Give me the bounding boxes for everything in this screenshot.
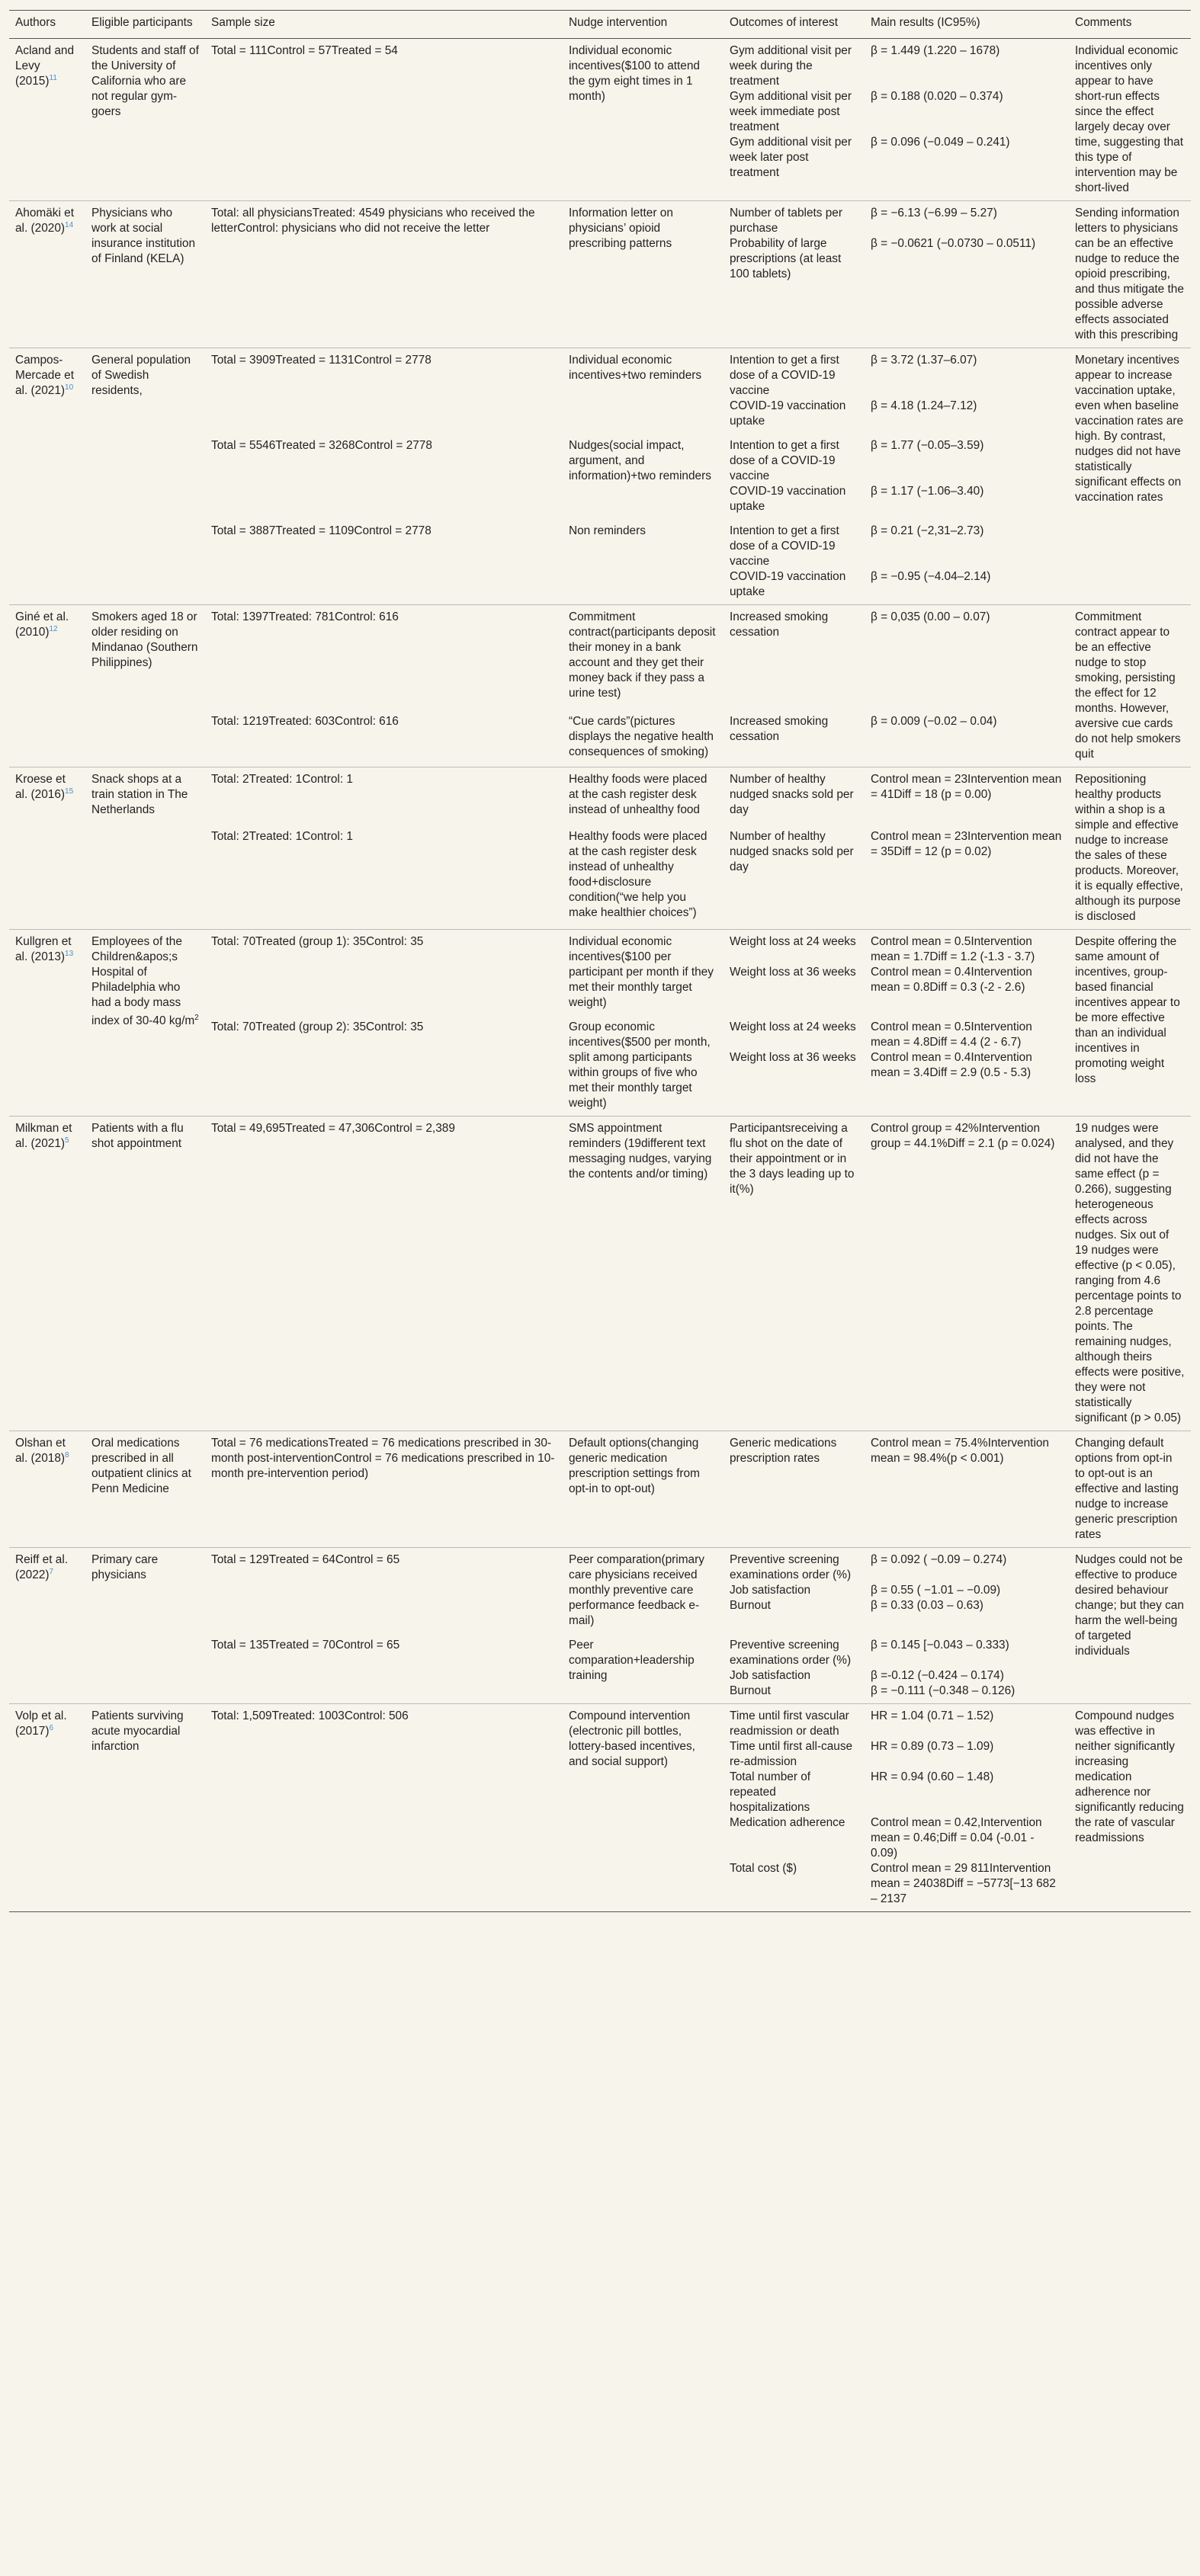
outcomes-cell [724, 930, 865, 1016]
result-item: β = 1.77 (−0.05–3.59) [871, 439, 984, 452]
result-item: β = −0.95 (−4.04–2.14) [871, 570, 991, 583]
table-row [9, 39, 1191, 201]
result-item: β = 0,035 (0.00 – 0.07) [871, 610, 990, 623]
result-item: β = 0.096 (−0.049 – 0.241) [871, 136, 1010, 149]
author-name: Giné et al. (2010) [15, 610, 69, 639]
participants-cell [85, 348, 205, 605]
outcomes-cell [724, 1431, 865, 1548]
participants-cell [85, 605, 205, 767]
citation-ref: 11 [49, 73, 57, 82]
outcome-item: Preventive screening examinations order (%) [730, 1639, 852, 1667]
outcome-item: Time until first all-cause re-admission [730, 1740, 853, 1768]
result-item: Control mean = 23Intervention mean = 35Diff = 12 (p = 0.02) [871, 829, 1062, 858]
outcome-item: Participantsreceiving a flu shot on the date of their appointment or in the 3 days leading up to it(%) [730, 1122, 855, 1196]
sample-size-cell: Total: 70Treated (group 2): 35Control: 35 [211, 1020, 424, 1033]
outcomes-cell [724, 1015, 865, 1117]
author-cell [9, 1431, 85, 1548]
outcome-item: Gym additional visit per week during the treatment [730, 44, 852, 88]
header-row [9, 11, 1191, 39]
results-cell [865, 605, 1069, 710]
results-cell [865, 1431, 1069, 1548]
author-cell [9, 348, 85, 605]
citation-ref: 15 [65, 787, 74, 796]
table-body [9, 39, 1191, 1912]
result-item: Control mean = 0.4Intervention mean = 3.4Diff = 2.9 (0.5 - 5.3) [871, 1051, 1032, 1079]
intervention-cell: SMS appointment reminders (19different text messaging nudges, varying the contents and/or timing) [563, 1117, 724, 1431]
outcomes-cell [724, 767, 865, 825]
result-item: Control mean = 0.5Intervention mean = 4.8Diff = 4.4 (2 - 6.7) [871, 1020, 1032, 1049]
outcome-item: Intention to get a first dose of a COVID-19 vaccine [730, 524, 839, 568]
result-item: HR = 0.89 (0.73 – 1.09) [871, 1740, 994, 1753]
outcomes-cell [724, 519, 865, 605]
result-item: β = 1.449 (1.220 – 1678) [871, 44, 1000, 57]
results-cell [865, 39, 1069, 201]
intervention-cell: Peer comparation+leadership training [569, 1639, 695, 1682]
citation-ref: 5 [65, 1136, 69, 1145]
comments-cell: Despite offering the same amount of incentives, group-based financial incentives appear to be more effective than an individual incentives in promoting weight loss [1069, 930, 1191, 1117]
participants-text: Students and staff of the University of California who are not regular gym-goers [91, 44, 199, 118]
intervention-cell: Group economic incentives($500 per month, split among participants within groups of five who met their monthly target weight) [569, 1020, 711, 1110]
result-item: Control mean = 0.4Intervention mean = 0.8Diff = 0.3 (-2 - 2.6) [871, 966, 1032, 994]
participants-text: Primary care physicians [91, 1553, 159, 1581]
author-cell [9, 39, 85, 201]
sample-size-cell: Total = 76 medicationsTreated = 76 medications prescribed in 30-month post-interventionControl = 76 medications prescribed in 10-month pre-intervention period) [205, 1431, 563, 1548]
citation-ref: 12 [49, 624, 58, 633]
author-cell [9, 930, 85, 1117]
outcome-item: Intention to get a first dose of a COVID-19 vaccine [730, 439, 839, 482]
result-item: β = 0.21 (−2,31–2.73) [871, 524, 984, 537]
result-item: Control mean = 75.4%Intervention mean = 98.4%(p < 0.001) [871, 1437, 1049, 1465]
column-header: Main results (IC95%) [865, 11, 1069, 39]
result-item: HR = 0.94 (0.60 – 1.48) [871, 1770, 994, 1783]
result-item: β = 0.33 (0.03 – 0.63) [871, 1599, 983, 1612]
outcome-item: Weight loss at 36 weeks [730, 1051, 856, 1064]
results-cell [865, 767, 1069, 825]
outcomes-cell [724, 710, 865, 767]
result-item: Control mean = 23Intervention mean = 41Diff = 18 (p = 0.00) [871, 773, 1062, 801]
result-item: β = −6.13 (−6.99 – 5.27) [871, 207, 997, 219]
participants-cell [85, 1431, 205, 1548]
outcome-item: Increased smoking cessation [730, 715, 829, 744]
outcome-item: Time until first vascular readmission or death [730, 1709, 849, 1738]
table-row [9, 1548, 1191, 1634]
sample-size-cell: Total: 1,509Treated: 1003Control: 506 [205, 1704, 563, 1912]
outcome-item: Total number of repeated hospitalizations [730, 1770, 811, 1814]
result-item: β = 0.009 (−0.02 – 0.04) [871, 715, 997, 729]
column-header: Outcomes of interest [724, 11, 865, 39]
intervention-cell: Compound intervention (electronic pill bottles, lottery-based incentives, and social support) [563, 1704, 724, 1912]
participants-text: Patients surviving acute myocardial infarction [91, 1709, 184, 1753]
result-item: β = 0.145 [−0.043 – 0.333) [871, 1639, 1009, 1652]
outcome-item: Burnout [730, 1684, 771, 1697]
sample-size-cell: Total = 3909Treated = 1131Control = 2778 [205, 348, 563, 434]
outcomes-cell [724, 1548, 865, 1634]
table-row [9, 605, 1191, 710]
author-cell [9, 201, 85, 348]
result-item: β = 0.188 (0.020 – 0.374) [871, 90, 1003, 103]
table-row [9, 930, 1191, 1016]
table-row [9, 348, 1191, 434]
outcomes-cell [724, 1704, 865, 1912]
participants-cell [85, 767, 205, 930]
participants-cell [85, 1704, 205, 1912]
author-name: Volp et al. (2017) [15, 1709, 67, 1738]
participants-text: Smokers aged 18 or older residing on Mindanao (Southern Philippines) [91, 610, 198, 669]
outcome-item: Number of healthy nudged snacks sold per day [730, 773, 854, 816]
participants-text: Snack shops at a train station in The Netherlands [91, 773, 188, 816]
outcome-item: COVID-19 vaccination uptake [730, 485, 846, 513]
intervention-cell: Default options(changing generic medication prescription settings from opt-in to opt-out) [563, 1431, 724, 1548]
comments-cell: Repositioning healthy products within a shop is a simple and effective nudge to increase the sales of these products. Moreover, it is equally effective, although its purpose is disclosed [1069, 767, 1191, 930]
table-header [9, 11, 1191, 39]
citation-ref: 14 [65, 220, 74, 229]
participants-cell [85, 930, 205, 1117]
table-row [9, 1117, 1191, 1431]
table-row [9, 767, 1191, 825]
comments-cell: Compound nudges was effective in neither significantly increasing medication adherence nor significantly reducing the rate of vascular readmissions [1069, 1704, 1191, 1912]
intervention-cell: “Cue cards”(pictures displays the negative health consequences of smoking) [569, 715, 714, 759]
sample-size-cell: Total: 2Treated: 1Control: 1 [205, 767, 563, 825]
participants-text: General population of Swedish residents, [91, 354, 191, 397]
author-name: Reiff et al. (2022) [15, 1553, 69, 1581]
participants-text: Employees of the Children&apos;s Hospital of Philadelphia who had a body mass index of 30-40 kg/m [91, 935, 195, 1028]
author-cell [9, 1117, 85, 1431]
outcome-item: Weight loss at 24 weeks [730, 935, 856, 948]
sample-size-cell: Total: 2Treated: 1Control: 1 [211, 829, 353, 843]
result-item: Control mean = 29 811Intervention mean = 24038Diff = −5773[−13 682 – 2137 [871, 1862, 1056, 1905]
author-name: Olshan et al. (2018) [15, 1437, 66, 1465]
column-header: Nudge intervention [563, 11, 724, 39]
sample-size-cell: Total: 1219Treated: 603Control: 616 [211, 715, 399, 729]
results-cell [865, 1015, 1069, 1117]
results-cell [865, 1633, 1069, 1704]
nudge-studies-table [9, 10, 1191, 1912]
intervention-cell: Individual economic incentives+two reminders [563, 348, 724, 434]
result-item: β = 3.72 (1.37–6.07) [871, 354, 977, 367]
author-name: Campos-Mercade et al. (2021) [15, 354, 74, 397]
results-cell [865, 201, 1069, 348]
results-cell [865, 1117, 1069, 1431]
results-cell [865, 434, 1069, 519]
outcome-item: Number of tablets per purchase [730, 207, 842, 235]
participants-text: Oral medications prescribed in all outpatient clinics at Penn Medicine [91, 1437, 191, 1495]
citation-ref: 6 [49, 1723, 54, 1732]
result-item: β =-0.12 (−0.424 – 0.174) [871, 1669, 1004, 1682]
author-name: Ahomäki et al. (2020) [15, 207, 74, 235]
outcome-item: Probability of large prescriptions (at least 100 tablets) [730, 237, 842, 280]
outcome-item: Medication adherence [730, 1816, 845, 1829]
citation-ref: 8 [65, 1450, 69, 1459]
results-cell [865, 930, 1069, 1016]
outcome-item: Weight loss at 36 weeks [730, 966, 856, 979]
author-cell [9, 1548, 85, 1704]
sample-size-cell: Total: 1397Treated: 781Control: 616 [205, 605, 563, 710]
intervention-cell: Commitment contract(participants deposit their money in a bank account and they get their money back if they pass a urine test) [563, 605, 724, 710]
author-name: Kullgren et al. (2013) [15, 935, 72, 963]
outcome-item: Weight loss at 24 weeks [730, 1020, 856, 1033]
comments-cell: Monetary incentives appear to increase vaccination uptake, even when baseline vaccination rates are high. By contrast, nudges did not have statistically significant effects on vaccination rates [1069, 348, 1191, 605]
participants-text: Patients with a flu shot appointment [91, 1122, 184, 1150]
participants-text: Physicians who work at social insurance institution of Finland (KELA) [91, 207, 196, 265]
outcomes-cell [724, 434, 865, 519]
comments-cell: Sending information letters to physicians can be an effective nudge to reduce the opioid prescribing, and thus mitigate the possible adverse effects associated with this prescribing [1069, 201, 1191, 348]
column-header: Authors [9, 11, 85, 39]
author-name: Milkman et al. (2021) [15, 1122, 72, 1150]
outcome-item: Job satisfaction [730, 1669, 811, 1682]
comments-cell: Nudges could not be effective to produce desired behaviour change; but they can harm the well-being of targeted individuals [1069, 1548, 1191, 1704]
result-item: Control group = 42%Intervention group = 44.1%Diff = 2.1 (p = 0.024) [871, 1122, 1055, 1150]
result-item: Control mean = 0.5Intervention mean = 1.7Diff = 1.2 (-1.3 - 3.7) [871, 935, 1035, 963]
table-row [9, 1704, 1191, 1912]
intervention-cell: Information letter on physicians’ opioid prescribing patterns [563, 201, 724, 348]
intervention-cell: Peer comparation(primary care physicians received monthly preventive care performance feedback e-mail) [563, 1548, 724, 1634]
result-item: β = 1.17 (−1.06–3.40) [871, 485, 984, 498]
outcome-item: Gym additional visit per week later post treatment [730, 136, 852, 179]
author-name: Kroese et al. (2016) [15, 773, 66, 801]
result-item: β = −0.0621 (−0.0730 – 0.0511) [871, 237, 1036, 250]
results-cell [865, 348, 1069, 434]
column-header: Sample size [205, 11, 563, 39]
column-header: Eligible participants [85, 11, 205, 39]
outcome-item: Burnout [730, 1599, 771, 1612]
citation-ref: 13 [65, 949, 74, 958]
author-name: Acland and Levy (2015) [15, 44, 75, 88]
comments-cell: 19 nudges were analysed, and they did not have the same effect (p = 0.266), suggesting heterogeneous effects across nudges. Six out of 19 nudges were effective (p < 0.05), ranging from 4.6 percentage points to 2.8 percentage points. The remaining nudges, although theirs effects were positive, they were not statistically significant (p > 0.05) [1069, 1117, 1191, 1431]
outcome-item: Total cost ($) [730, 1862, 797, 1875]
sample-size-cell: Total = 129Treated = 64Control = 65 [205, 1548, 563, 1634]
result-item: HR = 1.04 (0.71 – 1.52) [871, 1709, 994, 1722]
participants-cell [85, 1548, 205, 1704]
result-item: Control mean = 0.42,Intervention mean = 0.46;Diff = 0.04 (-0.01 - 0.09) [871, 1816, 1042, 1860]
outcomes-cell [724, 605, 865, 710]
outcome-item: Preventive screening examinations order (%) [730, 1553, 852, 1581]
sample-size-cell: Total: 70Treated (group 1): 35Control: 35 [205, 930, 563, 1016]
outcomes-cell [724, 1117, 865, 1431]
sample-size-cell: Total = 111Control = 57Treated = 54 [211, 44, 398, 57]
result-item: β = 4.18 (1.24–7.12) [871, 399, 977, 412]
sample-size-cell: Total = 49,695Treated = 47,306Control = 2,389 [205, 1117, 563, 1431]
outcome-item: Intention to get a first dose of a COVID-19 vaccine [730, 354, 839, 397]
outcome-item: Increased smoking cessation [730, 610, 829, 639]
comments-cell: Changing default options from opt-in to opt-out is an effective and lasting nudge to increase generic prescription rates [1069, 1431, 1191, 1548]
intervention-cell: Nudges(social impact, argument, and information)+two reminders [569, 439, 711, 482]
sample-size-cell: Total = 135Treated = 70Control = 65 [211, 1639, 400, 1652]
results-cell [865, 710, 1069, 767]
outcome-item: COVID-19 vaccination uptake [730, 570, 846, 598]
table-row [9, 201, 1191, 348]
unit-superscript: 2 [194, 1014, 199, 1022]
intervention-cell: Healthy foods were placed at the cash register desk instead of unhealthy food+disclosure condition(“we help you make healthier choices”) [569, 829, 707, 919]
citation-ref: 10 [65, 383, 74, 392]
results-cell [865, 825, 1069, 930]
sample-size-cell: Total = 5546Treated = 3268Control = 2778 [211, 439, 432, 452]
outcomes-cell [724, 39, 865, 201]
intervention-cell: Non reminders [569, 524, 646, 537]
outcome-item: Gym additional visit per week immediate post treatment [730, 90, 852, 133]
sample-size-cell: Total: all physiciansTreated: 4549 physicians who received the letterControl: physicians who did not receive the letter [205, 201, 563, 348]
participants-cell [85, 39, 205, 201]
outcomes-cell [724, 825, 865, 930]
result-item: β = 0.55 ( −1.01 – −0.09) [871, 1584, 1001, 1597]
comments-cell: Commitment contract appear to be an effective nudge to stop smoking, persisting the effect for 12 months. However, aversive cue cards do not help smokers quit [1069, 605, 1191, 767]
outcome-item: Number of healthy nudged snacks sold per day [730, 829, 854, 873]
outcome-item: COVID-19 vaccination uptake [730, 399, 846, 428]
outcome-item: Generic medications prescription rates [730, 1437, 837, 1465]
author-cell [9, 767, 85, 930]
participants-cell [85, 1117, 205, 1431]
citation-ref: 7 [49, 1567, 54, 1576]
result-item: β = −0.111 (−0.348 – 0.126) [871, 1684, 1016, 1697]
outcomes-cell [724, 1633, 865, 1704]
intervention-cell: Individual economic incentives($100 to attend the gym eight times in 1 month) [569, 44, 700, 103]
author-cell [9, 1704, 85, 1912]
outcomes-cell [724, 348, 865, 434]
outcomes-cell [724, 201, 865, 348]
column-header: Comments [1069, 11, 1191, 39]
result-item: β = 0.092 ( −0.09 – 0.274) [871, 1553, 1007, 1566]
table-row [9, 1431, 1191, 1548]
intervention-cell: Healthy foods were placed at the cash register desk instead of unhealthy food [563, 767, 724, 825]
participants-cell [85, 201, 205, 348]
outcome-item: Job satisfaction [730, 1584, 811, 1597]
results-cell [865, 1548, 1069, 1634]
author-cell [9, 605, 85, 767]
results-cell [865, 519, 1069, 605]
sample-size-cell: Total = 3887Treated = 1109Control = 2778 [211, 524, 432, 537]
comments-cell: Individual economic incentives only appear to have short-run effects since the effect largely decay over time, suggesting that this type of intervention may be short-lived [1075, 44, 1184, 194]
results-cell [865, 1704, 1069, 1912]
intervention-cell: Individual economic incentives($100 per participant per month if they met their monthly target weight) [563, 930, 724, 1016]
